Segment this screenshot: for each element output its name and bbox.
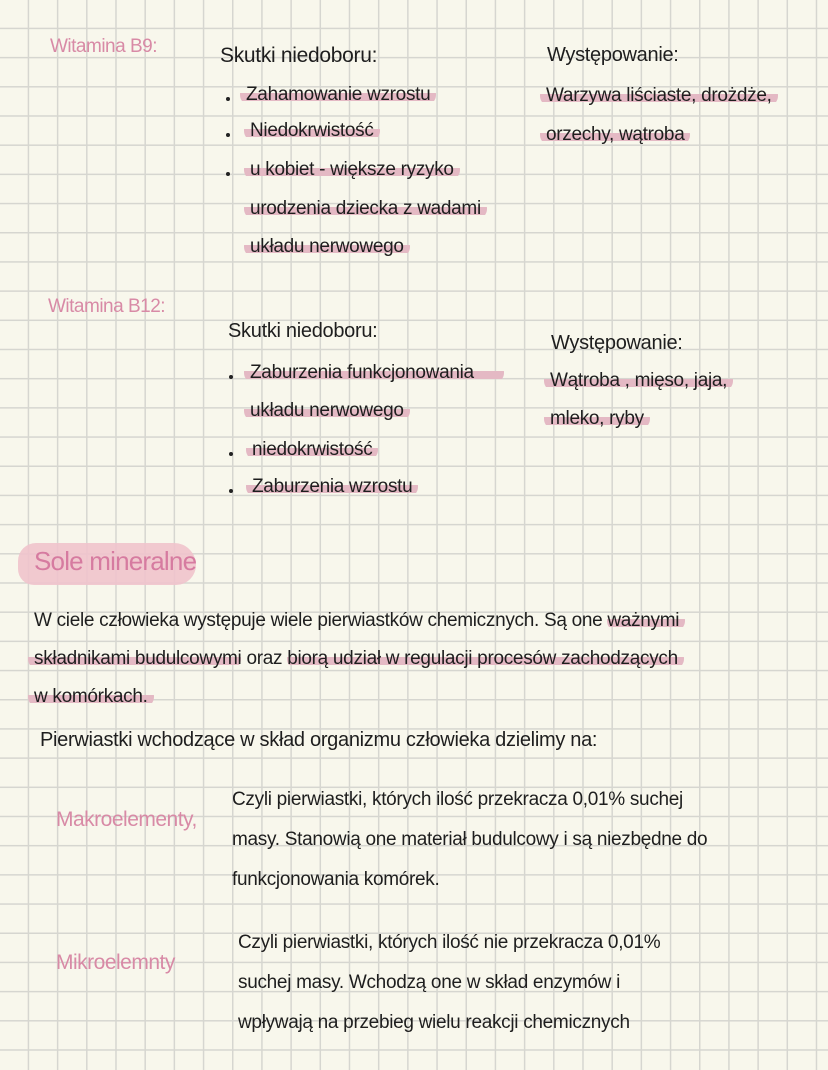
b9-occurrence-line: orzechy, wątroba xyxy=(540,124,690,146)
macroelements-label: Makroelementy, xyxy=(56,808,197,831)
b12-deficiency-item: Zaburzenia wzrostu xyxy=(246,476,418,498)
macro-description-line: Czyli pierwiastki, których ilość przekracza 0,01% suchej xyxy=(232,789,683,810)
b9-occurrence-heading: Występowanie: xyxy=(547,44,679,66)
b9-deficiency-item-continued: układu nerwowego xyxy=(244,236,410,258)
b12-occurrence-heading: Występowanie: xyxy=(551,332,683,354)
b12-deficiency-item-continued: układu nerwowego xyxy=(244,400,410,422)
vitamin-b9-label: Witamina B9: xyxy=(50,36,157,57)
macro-description-line: masy. Stanowią one materiał budulcowy i są niezbędne do xyxy=(232,829,708,850)
b9-deficiency-item-continued: urodzenia dziecka z wadami xyxy=(244,198,487,220)
section-title: Sole mineralne xyxy=(34,546,197,576)
paragraph-line-1: W ciele człowieka występuje wiele pierwiastków chemicznych. Są one ważnymi xyxy=(34,610,685,632)
b9-deficiency-item: Zahamowanie wzrostu xyxy=(240,84,436,106)
b12-deficiency-item: Zaburzenia funkcjonowania xyxy=(244,362,504,384)
bullet-dot xyxy=(229,489,233,493)
microelements-label: Mikroelemnty xyxy=(56,951,175,974)
macro-description-line: funkcjonowania komórek. xyxy=(232,869,440,890)
bullet-dot xyxy=(226,133,230,137)
b12-occurrence-line: Wątroba , mięso, jaja, xyxy=(544,370,733,392)
micro-description-line: Czyli pierwiastki, których ilość nie przekracza 0,01% xyxy=(238,932,661,953)
b12-deficiency-heading: Skutki niedoboru: xyxy=(228,320,378,342)
bullet-dot xyxy=(226,97,230,101)
b9-occurrence-line: Warzywa liściaste, drożdże, xyxy=(540,85,778,107)
micro-description-line: wpływają na przebieg wielu reakcji chemicznych xyxy=(238,1012,630,1033)
paragraph-line-3: w komórkach. xyxy=(28,686,154,708)
bullet-dot xyxy=(229,375,233,379)
b9-deficiency-heading: Skutki niedoboru: xyxy=(220,44,378,67)
b12-occurrence-line: mleko, ryby xyxy=(544,408,650,430)
b9-deficiency-item: u kobiet - większe ryzyko xyxy=(244,159,460,181)
b9-deficiency-item: Niedokrwistość xyxy=(244,120,380,142)
bullet-dot xyxy=(226,172,230,176)
micro-description-line: suchej masy. Wchodzą one w skład enzymów i xyxy=(238,972,620,993)
vitamin-b12-label: Witamina B12: xyxy=(48,296,166,317)
classification-intro: Pierwiastki wchodzące w skład organizmu człowieka dzielimy na: xyxy=(40,729,598,751)
b12-deficiency-item: niedokrwistość xyxy=(246,439,378,461)
bullet-dot xyxy=(229,452,233,456)
paragraph-line-2: składnikami budulcowymi oraz biorą udział w regulacji procesów zachodzących xyxy=(28,648,684,670)
